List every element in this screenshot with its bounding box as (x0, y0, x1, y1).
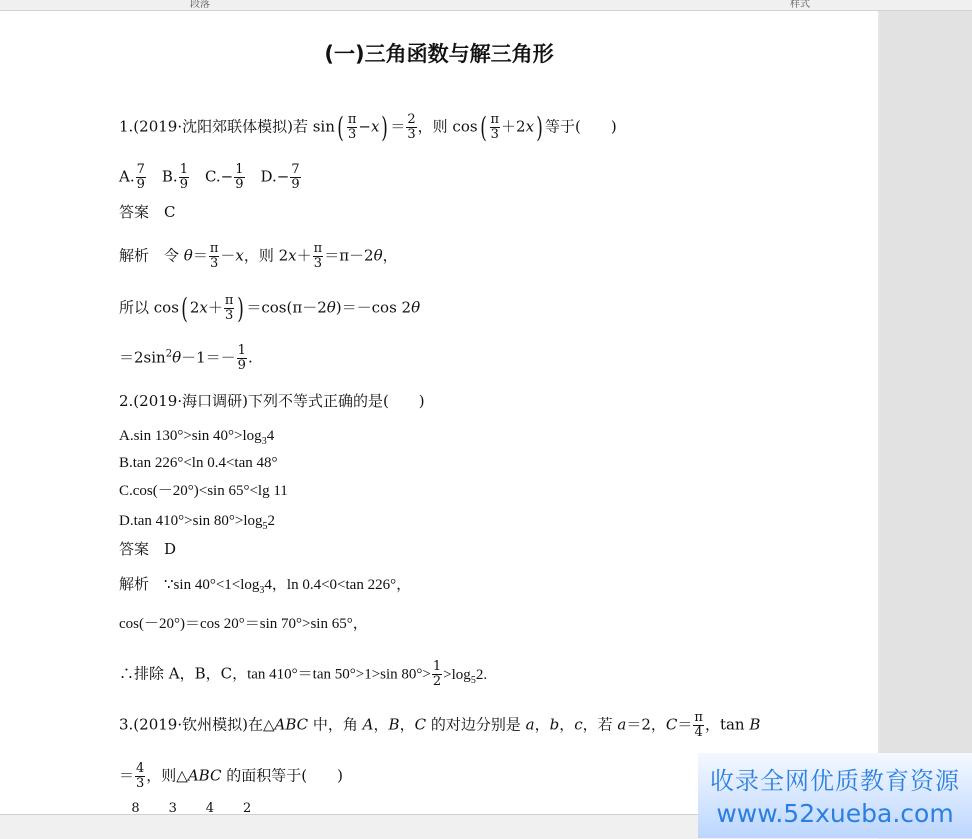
page-title: (一)三角函数与解三角形 (324, 42, 554, 66)
q3-options-partial: 8 3 4 2 (119, 801, 252, 814)
question-3-stem-line-1: 3.(2019·钦州模拟)在△ABC 中，角 A，B，C 的对边分别是 a，b，c，若 a＝2，C＝ $\frac{\pi}{4}$ ，tan B (119, 710, 761, 740)
styles-group-label[interactable]: 样式 (790, 0, 810, 10)
q1-stem-prefix: 1.(2019·沈阳郊联体模拟)若 sin (119, 117, 335, 136)
q2-option-d: D.tan 410°>sin $80^\circ>\log_52$ (119, 513, 275, 532)
document-page[interactable] (0, 11, 878, 814)
question-1-stem: 1.(2019·沈阳郊联体模拟)若 sin( $\frac{\pi}{3}$ −x) ＝ $\frac{2}{3}$ ，则 cos( $\frac{\pi}{3}$ ＋2x) 等于( ) (119, 110, 617, 144)
q1-solution-line-3: $=2\sin^2\theta-1=-$ $\frac{1}{9}$ . (119, 343, 253, 373)
q2-solution-line-2: cos(－20°)＝cos 20°＝sin 70°>sin 65°， (119, 616, 368, 632)
question-3-stem-line-2: ＝ $\frac{4}{3}$ ，则△ABC 的面积等于( ) (119, 761, 343, 791)
watermark-line-2: www.52xueba.com (716, 799, 954, 828)
q2-solution-line-1: 解析 ∵sin $40^\circ<1<\log_34$，ln 0.4<0<tan 226°， (119, 575, 412, 596)
q1-options: A. $\frac{7}{9}$ B. $\frac{1}{9}$ C.− $\frac{1}{9}$ D.− $\frac{7}{9}$ (119, 162, 300, 192)
question-2-stem: 2.(2019·海口调研)下列不等式正确的是( ) (119, 392, 425, 410)
q1-stem-post: 等于( ) (545, 117, 617, 136)
q2-solution-line-3: ∴排除 A，B，C，tan 410°＝tan 50°>1>sin 80°> $\frac{1}{2}$ $>\log_52$. (119, 659, 488, 689)
q1-solution-line-2: 所以 cos( 2x＋ $\frac{\pi}{3}$ ) ＝cos(π－2θ)＝－cos 2θ (119, 291, 421, 325)
q1-answer: 答案 C (119, 203, 176, 221)
q2-answer: 答案 D (119, 540, 177, 558)
right-side-pane (880, 11, 972, 753)
q1-stem-mid: ，则 cos (417, 117, 478, 136)
q2-option-c: C.cos(－20°)<sin 65°<lg 11 (119, 483, 288, 499)
watermark-line-1: 收录全网优质教育资源 (710, 767, 960, 795)
watermark-banner (698, 753, 972, 838)
ribbon-toolbar (0, 0, 972, 11)
q2-option-a: A.sin 130°>sin $40^\circ>\log_34$ (119, 428, 275, 447)
q2-option-b: B.tan 226°<ln 0.4<tan 48° (119, 455, 278, 471)
q1-solution-line-1: 解析 令 θ＝ $\frac{\pi}{3}$ －x，则 2x＋ $\frac{\pi}{3}$ ＝π－2θ， (119, 241, 398, 271)
paragraph-group-label[interactable]: 段落 (190, 0, 210, 10)
